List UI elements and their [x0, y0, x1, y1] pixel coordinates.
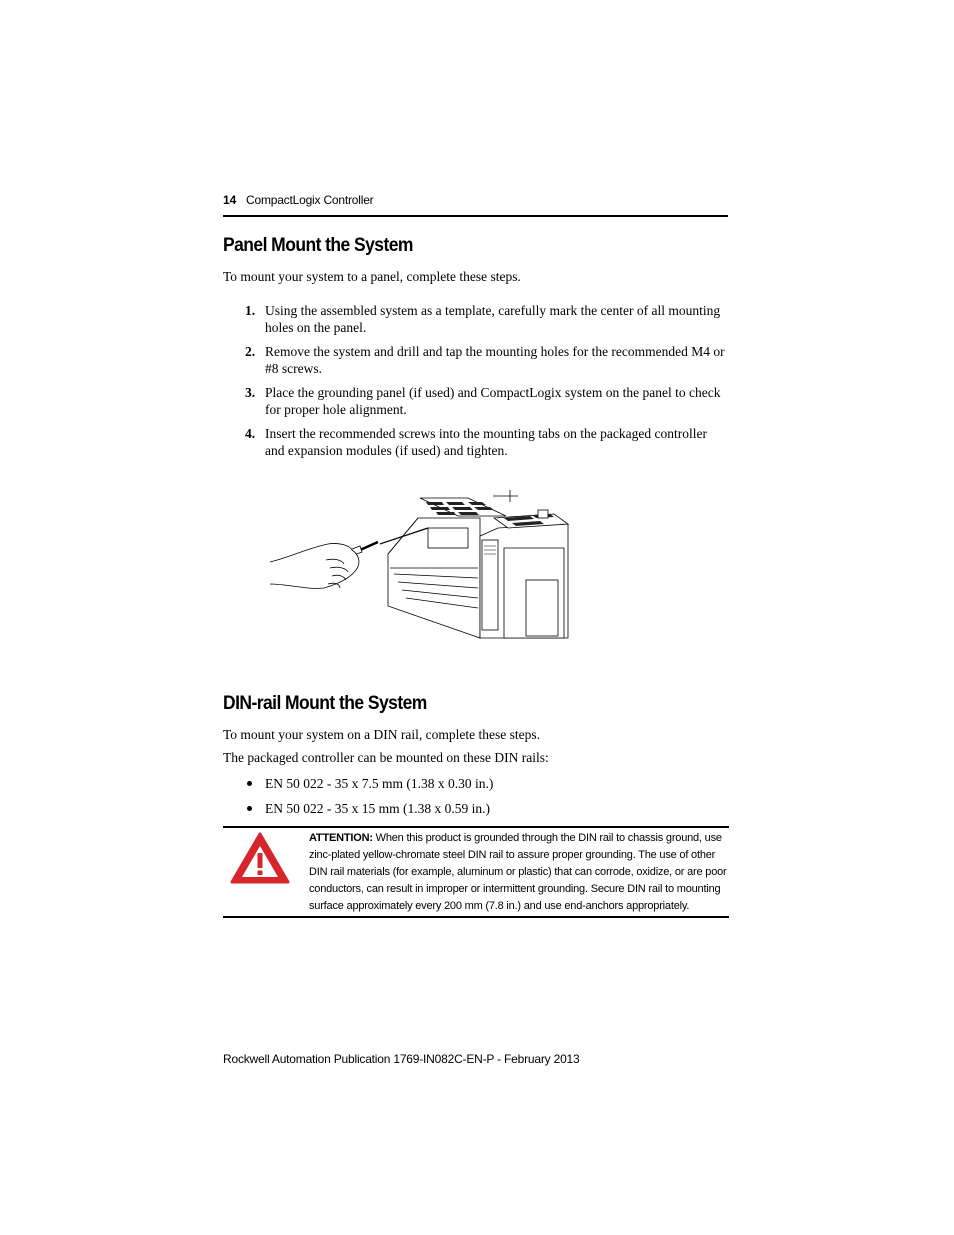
list-item-text: EN 50 022 - 35 x 15 mm (1.38 x 0.59 in.): [265, 801, 490, 816]
step-item: [223, 343, 728, 377]
step-number: 2.: [245, 344, 256, 359]
attention-body: When this product is grounded through the DIN rail to chassis ground, use zinc-plated yellow-chromate steel DIN rail to assure proper grounding. The use of other DIN rail materials (for example, aluminum or plastic) that can corrode, oxidize, or are poor conductors, can result in improper or intermittent grounding. Secure DIN rail to mounting surface approximately every 200 mm (7.8 in.) and use end-anchors appropriately.: [309, 832, 727, 912]
din-rail-intro: To mount your system on a DIN rail, complete these steps.: [223, 727, 540, 742]
step-number: 3.: [245, 385, 256, 400]
step-text: Insert the recommended screws into the mounting tabs on the packaged controller and expansion modules (if used) and tighten.: [265, 426, 707, 458]
step-text: Remove the system and drill and tap the mounting holes for the recommended M4 or #8 screws.: [265, 344, 725, 376]
step-text: Place the grounding panel (if used) and CompactLogix system on the panel to check for proper hole alignment.: [265, 385, 721, 417]
panel-mount-illustration: [268, 488, 584, 648]
panel-mount-heading: Panel Mount the System: [223, 235, 413, 256]
attention-label: ATTENTION:: [309, 832, 373, 844]
din-rail-list: [223, 775, 728, 825]
panel-mount-steps: [223, 302, 728, 466]
attention-bottom-rule: [223, 916, 729, 918]
step-item: [223, 384, 728, 418]
step-item: [223, 425, 728, 459]
list-item-text: EN 50 022 - 35 x 7.5 mm (1.38 x 0.30 in.): [265, 776, 494, 791]
bullet-icon: [247, 781, 252, 786]
step-text: Using the assembled system as a template, carefully mark the center of all mounting holes on the panel.: [265, 303, 721, 335]
running-title: CompactLogix Controller: [246, 193, 374, 207]
publication-footer: Rockwell Automation Publication 1769-IN082C-EN-P - February 2013: [223, 1052, 580, 1066]
list-item: [223, 775, 728, 800]
attention-text: [309, 830, 729, 915]
step-number: 4.: [245, 426, 256, 441]
list-item: [223, 800, 728, 825]
page-number: 14: [223, 193, 237, 207]
din-rails-intro: The packaged controller can be mounted on these DIN rails:: [223, 750, 549, 765]
warning-triangle-icon: [230, 832, 290, 886]
bullet-icon: [247, 806, 252, 811]
step-item: [223, 302, 728, 336]
din-rail-heading: DIN-rail Mount the System: [223, 693, 427, 714]
attention-top-rule: [223, 826, 729, 828]
header-rule: [223, 215, 728, 217]
step-number: 1.: [245, 303, 256, 318]
panel-mount-intro: To mount your system to a panel, complete these steps.: [223, 269, 521, 284]
